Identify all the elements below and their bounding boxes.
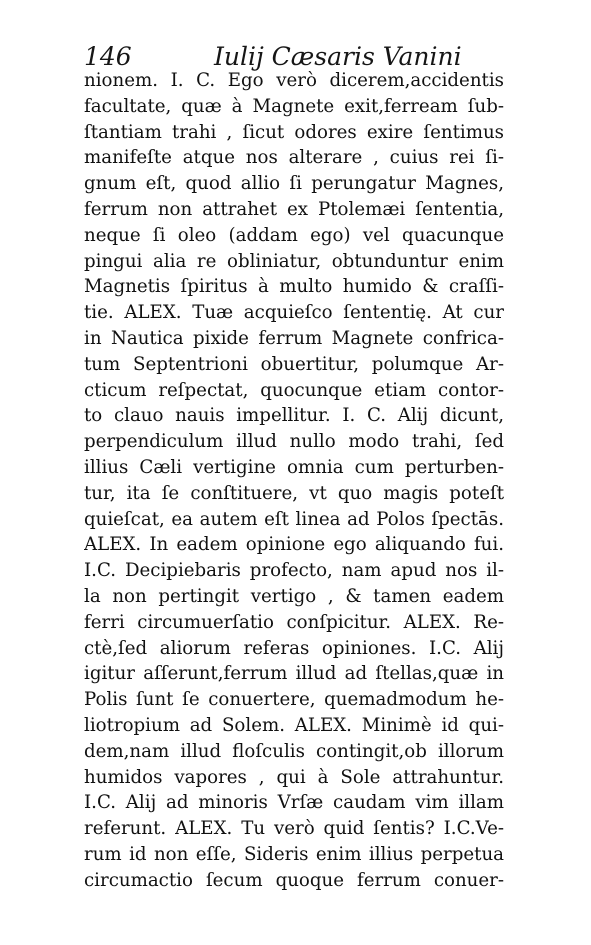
text-line: humidos vapores , qui à Sole attrahuntur. (84, 766, 504, 788)
text-line: pingui alia re obliniatur, obtunduntur enim (84, 250, 504, 272)
text-line: ſtantiam trahi , ſicut odores exire ſentimus (84, 121, 504, 143)
text-line: la non pertingit vertigo , & tamen eadem (84, 585, 504, 607)
text-line: in Nautica pixide ferrum Magnete confrica- (84, 327, 504, 349)
text-line: tie. ALEX. Tuæ acquieſco ſententię. At cur (84, 302, 504, 324)
text-line: perpendiculum illud nullo modo trahi, ſed (84, 431, 504, 453)
text-line: Magnetis ſpiritus à multo humido & craſſi- (84, 276, 504, 298)
text-line: neque ſi oleo (addam ego) vel quacunque (84, 224, 504, 246)
text-line: manifeſte atque nos alterare , cuius rei ſi- (84, 147, 504, 169)
text-line: Polis ſunt ſe conuertere, quemadmodum he- (84, 689, 504, 711)
running-title: Iulij Cæsaris Vanini (214, 42, 462, 71)
text-line: ferrum non attrahet ex Ptolemæi ſententia, (84, 198, 504, 220)
text-line: ALEX. In eadem opinione ego aliquando fui. (84, 534, 504, 556)
text-line: quieſcat, ea autem eſt linea ad Polos ſpectās. (84, 508, 504, 530)
text-line: gnum eſt, quod allio ſi perungatur Magnes, (84, 173, 504, 195)
text-line: tum Septentrioni obuertitur, polumque Ar- (84, 353, 504, 375)
text-line: I.C. Alij ad minoris Vrſæ caudam vim illam (84, 792, 504, 814)
text-line: cticum reſpectat, quocunque etiam contor- (84, 379, 504, 401)
text-line: liotropium ad Solem. ALEX. Minimè id qui- (84, 714, 504, 736)
text-line: tur, ita ſe conſtituere, vt quo magis poteſt (84, 482, 504, 504)
text-line: rum id non eſſe, Sideris enim illius perpetua (84, 843, 504, 865)
text-line: ferri circumuerſatio conſpicitur. ALEX. Re- (84, 611, 504, 633)
text-line: igitur aſſerunt,ferrum illud ad ſtellas,quæ in (84, 663, 504, 685)
text-line: ctè,ſed aliorum referas opiniones. I.C. Alij (84, 637, 504, 659)
text-line: nionem. I. C. Ego verò dicerem,accidentis (84, 70, 504, 91)
page-number: 146 (84, 42, 132, 71)
body-text (84, 68, 504, 894)
text-line: dem,nam illud floſculis contingit,ob illorum (84, 740, 504, 762)
text-line: to clauo nauis impellitur. I. C. Alij dicunt, (84, 405, 504, 427)
text-line: circumactio ſecum quoque ferrum conuer- (84, 869, 504, 891)
text-line: facultate, quæ à Magnete exit,ferream ſub- (84, 95, 504, 117)
text-line: referunt. ALEX. Tu verò quid ſentis? I.C.Ve- (84, 818, 504, 840)
text-line: I.C. Decipiebaris profecto, nam apud nos il- (84, 560, 504, 582)
text-line: illius Cæli vertigine omnia cum perturben- (84, 456, 504, 478)
